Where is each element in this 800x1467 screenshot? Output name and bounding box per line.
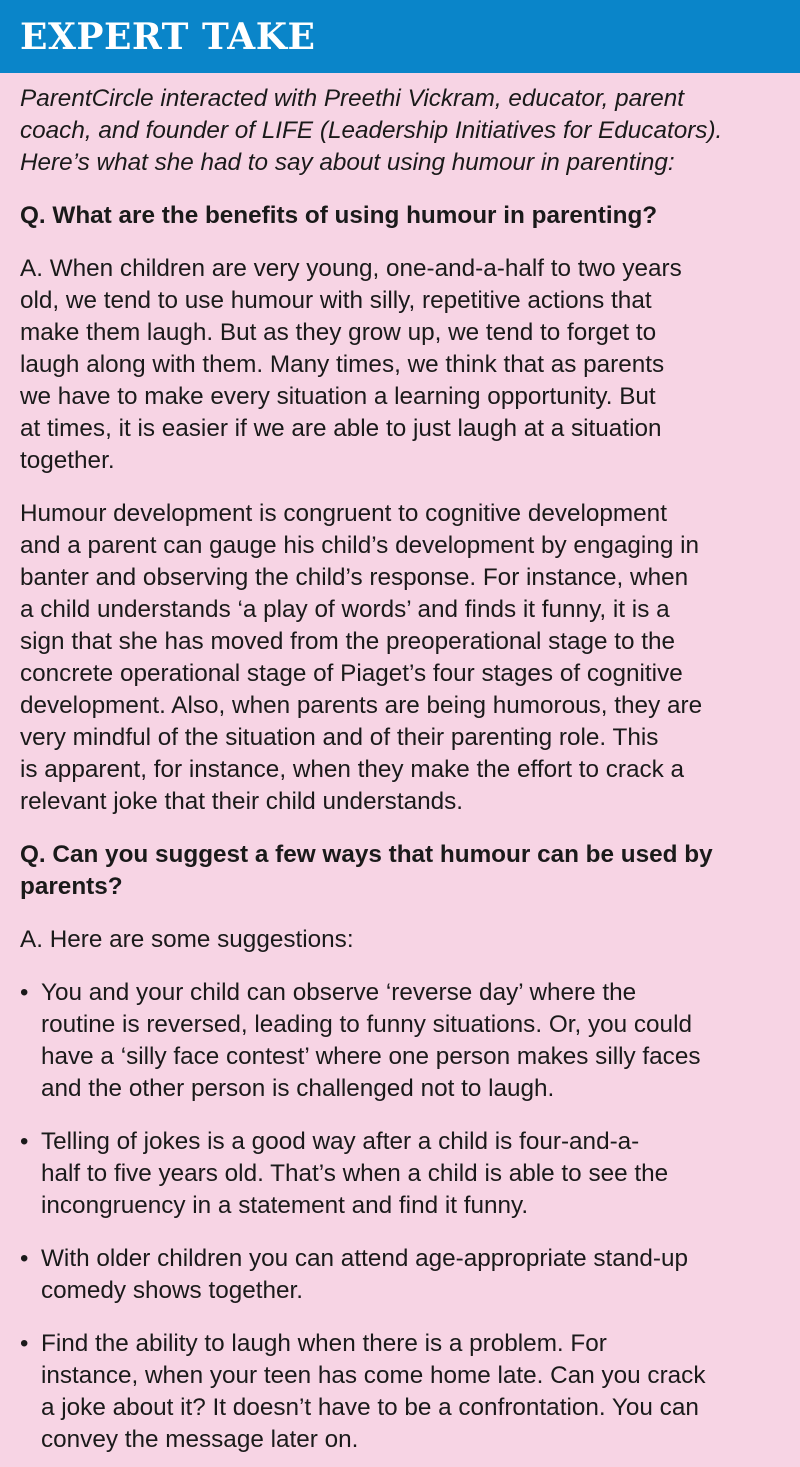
text-line: instance, when your teen has come home late. Can you crack: [41, 1362, 706, 1389]
text-line: a joke about it? It doesn’t have to be a confrontation. You can: [41, 1394, 699, 1421]
text-line: Here’s what she had to say about using humour in parenting:: [20, 149, 675, 176]
bullet-icon: •: [20, 1128, 29, 1155]
text-line: comedy shows together.: [41, 1277, 304, 1304]
text-line: parents?: [20, 873, 123, 900]
article-content: [0, 73, 800, 1456]
text-line: routine is reversed, leading to funny situations. Or, you could: [41, 1011, 692, 1038]
expert-take-header: [0, 0, 800, 73]
answer-paragraph: [20, 498, 780, 818]
header-title: EXPERT TAKE: [20, 15, 316, 58]
text-line: at times, it is easier if we are able to just laugh at a situation: [20, 415, 662, 442]
bullet-item: [20, 1126, 780, 1222]
text-line: together.: [20, 447, 115, 474]
question: [20, 200, 780, 232]
bullet-item: [20, 977, 780, 1105]
text-line: development. Also, when parents are being humorous, they are: [20, 692, 703, 719]
text-line: and the other person is challenged not to laugh.: [41, 1075, 555, 1102]
text-line: A. When children are very young, one-and-a-half to two years: [20, 255, 682, 282]
text-line: laugh along with them. Many times, we think that as parents: [20, 351, 665, 378]
intro-paragraph: [20, 83, 780, 179]
text-line: relevant joke that their child understands.: [20, 788, 464, 815]
text-line: coach, and founder of LIFE (Leadership Initiatives for Educators).: [20, 117, 723, 144]
text-line: is apparent, for instance, when they make the effort to crack a: [20, 756, 685, 783]
text-line: incongruency in a statement and find it funny.: [41, 1192, 529, 1219]
text-line: A. Here are some suggestions:: [20, 926, 354, 953]
answer-paragraph: [20, 253, 780, 477]
text-line: You and your child can observe ‘reverse day’ where the: [41, 979, 637, 1006]
bullet-item: [20, 1243, 780, 1307]
bullet-icon: •: [20, 979, 29, 1006]
text-line: Telling of jokes is a good way after a child is four-and-a-: [41, 1128, 640, 1155]
text-line: ParentCircle interacted with Preethi Vickram, educator, parent: [20, 85, 684, 112]
text-line: a child understands ‘a play of words’ and finds it funny, it is a: [20, 596, 670, 623]
text-line: banter and observing the child’s response. For instance, when: [20, 564, 689, 591]
text-line: Q. What are the benefits of using humour in parenting?: [20, 202, 658, 229]
bullet-item: [20, 1328, 780, 1456]
text-line: we have to make every situation a learning opportunity. But: [20, 383, 656, 410]
answer-paragraph: [20, 924, 780, 956]
text-line: old, we tend to use humour with silly, repetitive actions that: [20, 287, 652, 314]
bullet-icon: •: [20, 1330, 29, 1357]
text-line: Find the ability to laugh when there is a problem. For: [41, 1330, 607, 1357]
bullet-icon: •: [20, 1245, 29, 1272]
question: [20, 839, 780, 903]
text-line: convey the message later on.: [41, 1426, 359, 1453]
text-line: make them laugh. But as they grow up, we tend to forget to: [20, 319, 657, 346]
text-line: half to five years old. That’s when a child is able to see the: [41, 1160, 669, 1187]
text-line: sign that she has moved from the preoperational stage to the: [20, 628, 676, 655]
text-line: With older children you can attend age-appropriate stand-up: [41, 1245, 688, 1272]
text-line: Q. Can you suggest a few ways that humour can be used by: [20, 841, 713, 868]
text-line: very mindful of the situation and of their parenting role. This: [20, 724, 659, 751]
text-line: Humour development is congruent to cognitive development: [20, 500, 667, 527]
text-line: have a ‘silly face contest’ where one person makes silly faces: [41, 1043, 701, 1070]
text-line: and a parent can gauge his child’s development by engaging in: [20, 532, 700, 559]
text-line: concrete operational stage of Piaget’s four stages of cognitive: [20, 660, 683, 687]
